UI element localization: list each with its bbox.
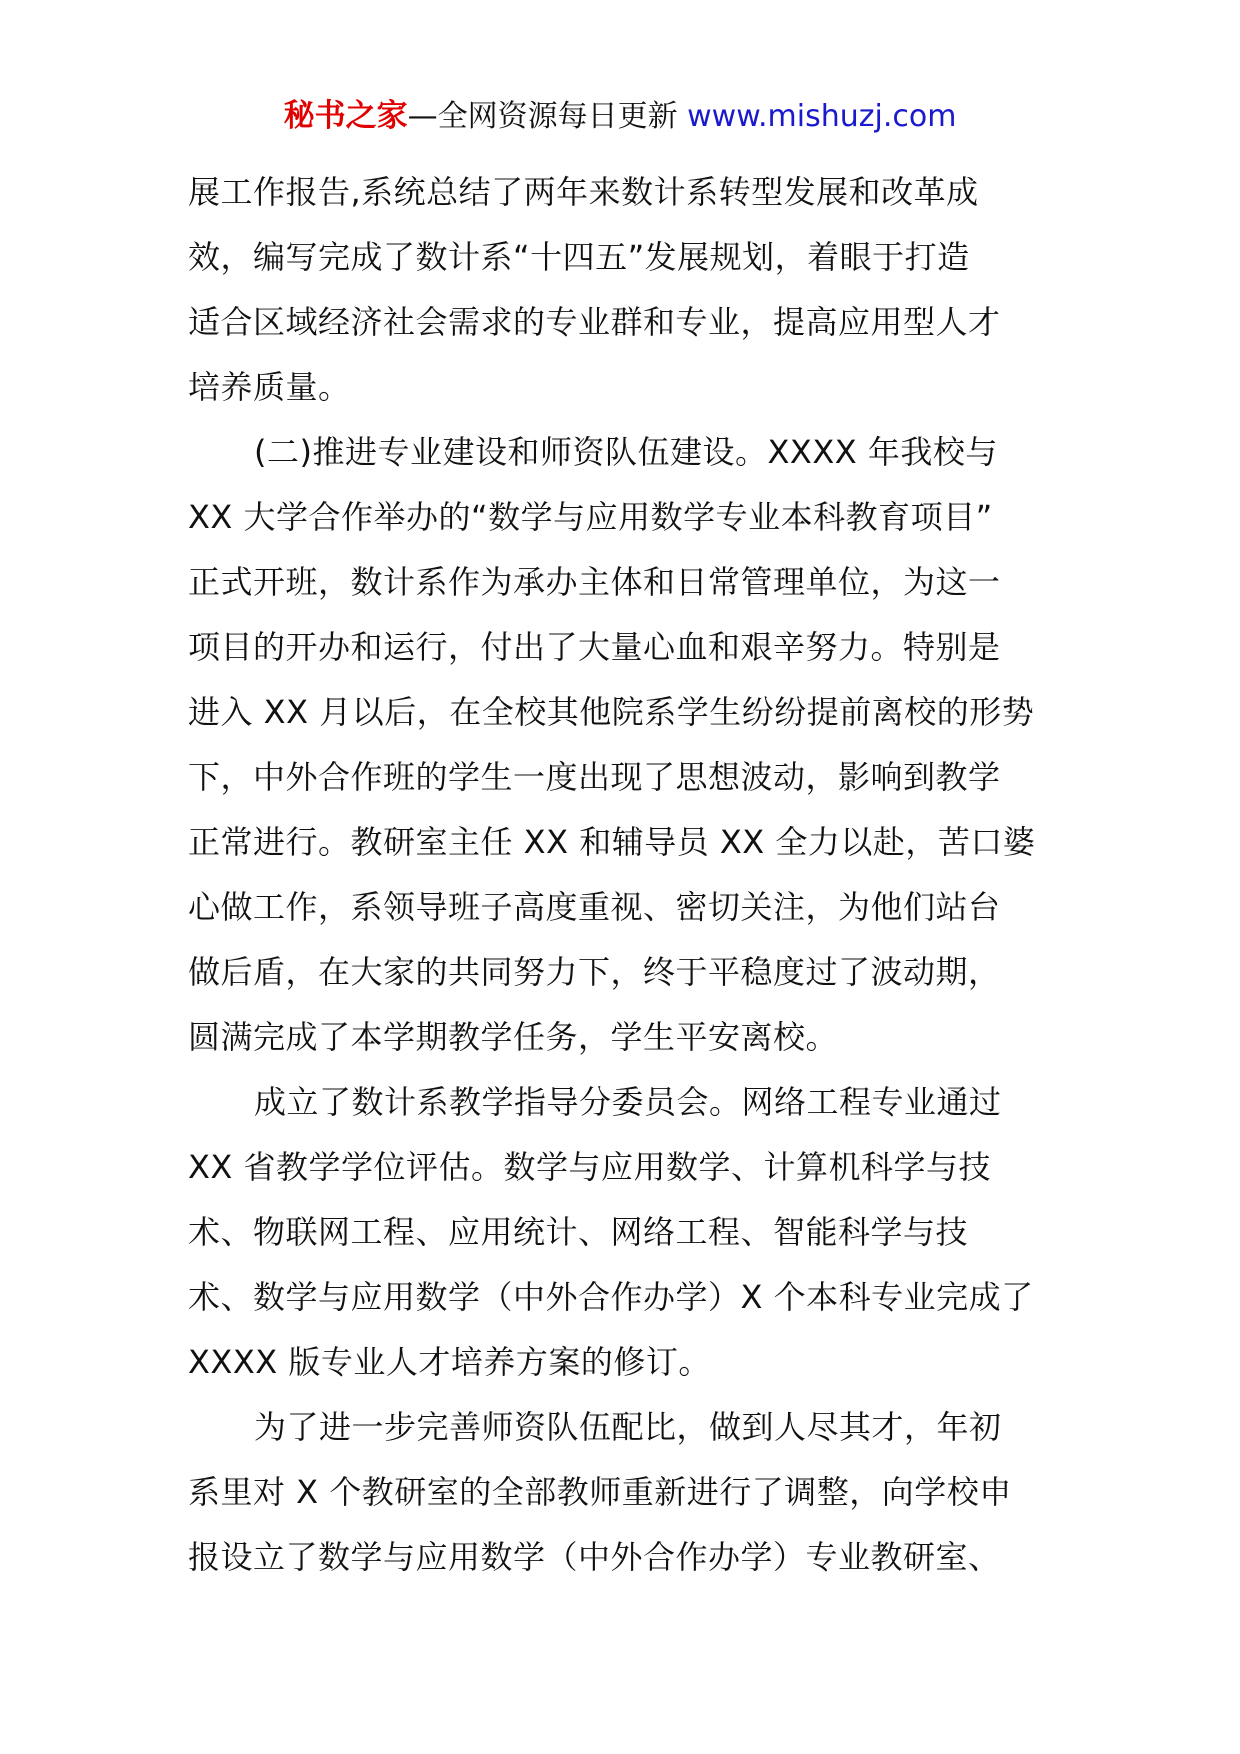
text-line-6: XX 大学合作举办的“数学与应用数学专业本科教育项目” — [188, 498, 993, 536]
text-line-13: 做后盾，在大家的共同努力下，终于平稳度过了波动期， — [188, 953, 1001, 991]
text-line-5: (二)推进专业建设和师资队伍建设。XXXX 年我校与 — [254, 433, 998, 471]
site-url-link[interactable]: www.mishuzj.com — [687, 99, 957, 134]
document-body — [188, 160, 1054, 1590]
text-line-17: 术、物联网工程、应用统计、网络工程、智能科学与技 — [188, 1213, 969, 1251]
brand-name: 秘书之家 — [283, 98, 408, 134]
text-line-3: 适合区域经济社会需求的专业群和专业，提高应用型人才 — [188, 303, 1001, 341]
header-tagline: —全网资源每日更新 — [407, 99, 688, 134]
text-line-7: 正式开班，数计系作为承办主体和日常管理单位，为这一 — [188, 563, 1001, 601]
text-line-12: 心做工作，系领导班子高度重视、密切关注，为他们站台 — [188, 888, 1001, 926]
text-line-2: 效，编写完成了数计系“十四五”发展规划，着眼于打造 — [188, 238, 970, 276]
text-line-4: 培养质量。 — [188, 368, 351, 406]
text-line-21: 系里对 X 个教研室的全部教师重新进行了调整，向学校申 — [188, 1473, 1012, 1511]
text-line-10: 下，中外合作班的学生一度出现了思想波动，影响到教学 — [188, 758, 1001, 796]
text-line-19: XXXX 版专业人才培养方案的修订。 — [188, 1343, 711, 1381]
text-line-22: 报设立了数学与应用数学（中外合作办学）专业教研室、 — [188, 1538, 1001, 1576]
text-line-11: 正常进行。教研室主任 XX 和辅导员 XX 全力以赴，苦口婆 — [188, 823, 1036, 861]
text-line-14: 圆满完成了本学期教学任务，学生平安离校。 — [188, 1018, 839, 1056]
text-line-20: 为了进一步完善师资队伍配比，做到人尽其才，年初 — [254, 1408, 1002, 1446]
text-line-18: 术、数学与应用数学（中外合作办学）X 个本科专业完成了 — [188, 1278, 1034, 1316]
text-line-9: 进入 XX 月以后，在全校其他院系学生纷纷提前离校的形势 — [188, 693, 1035, 731]
page-header — [0, 96, 1240, 137]
text-line-1: 展工作报告,系统总结了两年来数计系转型发展和改革成 — [188, 173, 979, 211]
text-line-15: 成立了数计系教学指导分委员会。网络工程专业通过 — [254, 1083, 1002, 1121]
text-line-16: XX 省教学学位评估。数学与应用数学、计算机科学与技 — [188, 1148, 992, 1186]
text-line-8: 项目的开办和运行，付出了大量心血和艰辛努力。特别是 — [188, 628, 1001, 666]
